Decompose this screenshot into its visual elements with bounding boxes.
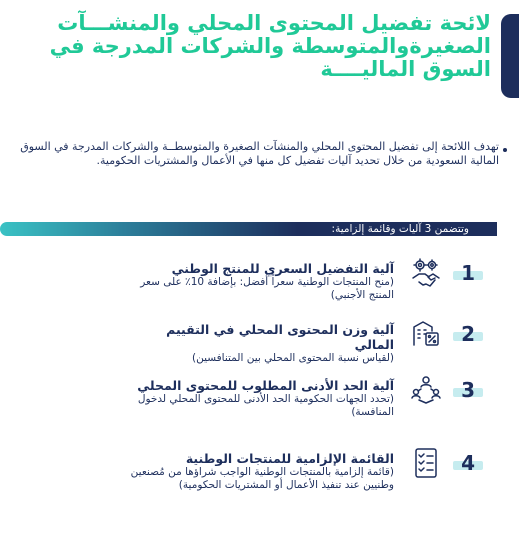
handshake-gears-icon xyxy=(409,256,443,290)
item-number-badge xyxy=(453,323,483,345)
item-number: 1 xyxy=(461,261,475,285)
item-title: آلية التفضيل السعري للمنتج الوطني xyxy=(171,261,394,276)
item-title: القائمة الإلزامية للمنتجات الوطنية xyxy=(185,451,394,466)
item-number: 2 xyxy=(461,322,475,346)
item-text xyxy=(124,451,394,492)
item-text xyxy=(124,261,394,302)
title-accent-bar xyxy=(501,14,519,98)
item-number: 3 xyxy=(461,378,475,402)
item-description: (تحدد الجهات الحكومية الحد الأدنى للمحتوى المحلي لدخول المنافسة) xyxy=(137,393,394,418)
item-description: (لقياس نسبة المحتوى المحلي بين المتنافسين) xyxy=(192,352,394,364)
item-number: 4 xyxy=(461,451,475,475)
mechanism-item-3 xyxy=(0,379,519,449)
item-description: (قائمة إلزامية بالمنتجات الوطنية الواجب شراؤها من مُصنعين وطنيين عند تنفيذ الأعمال أو المشتريات الحكومية) xyxy=(130,466,394,491)
intro-block xyxy=(11,140,499,167)
section-band-label: وتتضمن 3 آليات وقائمة إلزامية: xyxy=(331,223,469,235)
checklist-icon xyxy=(409,446,443,480)
item-title: آلية وزن المحتوى المحلي في التقييم المالي xyxy=(166,322,394,352)
item-title: آلية الحد الأدنى المطلوب للمحتوى المحلي xyxy=(137,378,394,393)
item-number-badge xyxy=(453,452,483,474)
item-number-badge xyxy=(453,379,483,401)
item-number-badge xyxy=(453,262,483,284)
item-text xyxy=(124,378,394,419)
page-title: لائحة تفضيل المحتوى المحلي والمنشـــآت الصغيرةوالمتوسطة والشركات المدرجة في السوق الماليــــة xyxy=(49,11,491,81)
item-text xyxy=(124,322,394,365)
intro-paragraph: تهدف اللائحة إلى تفضيل المحتوى المحلي والمنشآت الصغيرة والمتوسطــة والشركات المدرجة في السوق المالية السعودية من خلال تحديد آليات تفضيل كل منها في الأعمال والمشتريات الحكومية. xyxy=(20,140,499,167)
team-network-icon xyxy=(409,373,443,407)
mechanism-item-4 xyxy=(0,452,519,522)
bullet-dot xyxy=(503,148,507,152)
building-percent-icon xyxy=(409,317,443,351)
item-description: (منح المنتجات الوطنية سعراً أفضل: بإضافة 10٪ على سعر المنتج الأجنبي) xyxy=(140,276,394,301)
